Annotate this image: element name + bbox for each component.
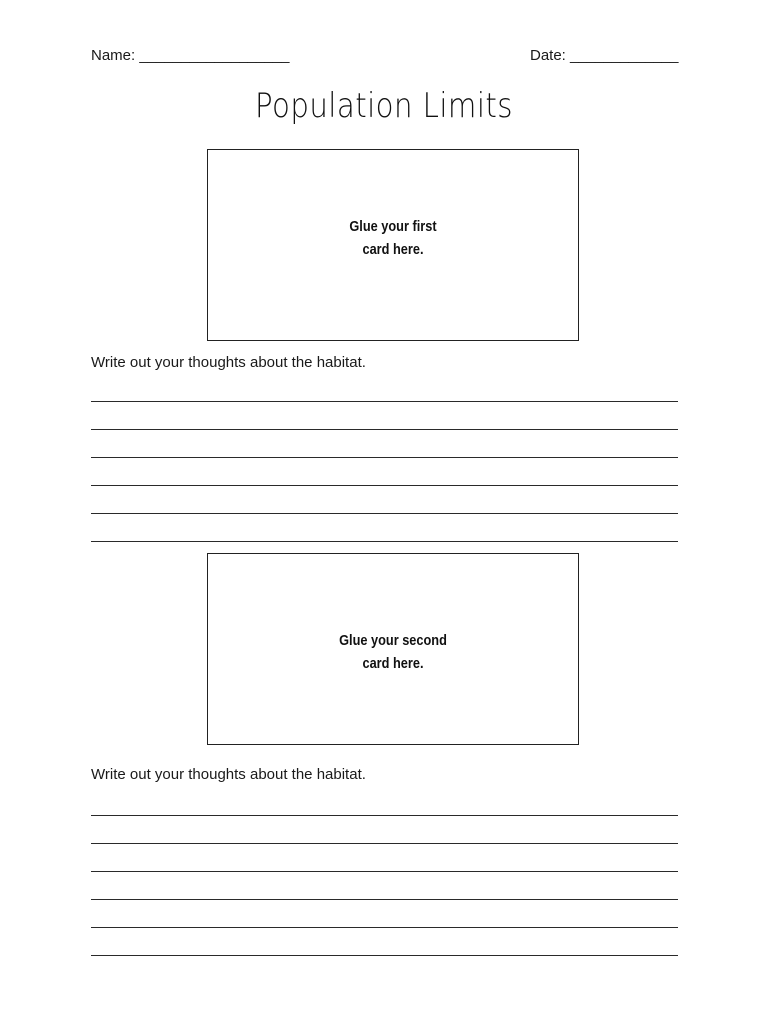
name-field[interactable]: Name: __________________ (91, 47, 290, 64)
writing-line[interactable] (91, 513, 678, 514)
first-habitat-prompt: Write out your thoughts about the habitat. (91, 354, 366, 371)
first-card-line-2: card here. (362, 242, 424, 258)
date-field[interactable]: Date: _____________ (530, 47, 679, 64)
second-habitat-prompt: Write out your thoughts about the habitat. (91, 766, 366, 783)
writing-line[interactable] (91, 899, 678, 900)
writing-line[interactable] (91, 541, 678, 542)
page-title: Population Limits (255, 86, 513, 126)
writing-line[interactable] (91, 843, 678, 844)
writing-line[interactable] (91, 955, 678, 956)
first-card-line-1: Glue your first (349, 219, 437, 235)
writing-line[interactable] (91, 927, 678, 928)
writing-line[interactable] (91, 815, 678, 816)
second-card-box (207, 553, 579, 745)
second-card-line-2: card here. (362, 656, 424, 672)
first-card-box (207, 149, 579, 341)
writing-line[interactable] (91, 485, 678, 486)
second-card-line-1: Glue your second (339, 633, 447, 649)
writing-line[interactable] (91, 871, 678, 872)
writing-line[interactable] (91, 429, 678, 430)
first-card-instruction (230, 216, 556, 262)
writing-line[interactable] (91, 457, 678, 458)
writing-line[interactable] (91, 401, 678, 402)
second-card-instruction (230, 630, 556, 676)
